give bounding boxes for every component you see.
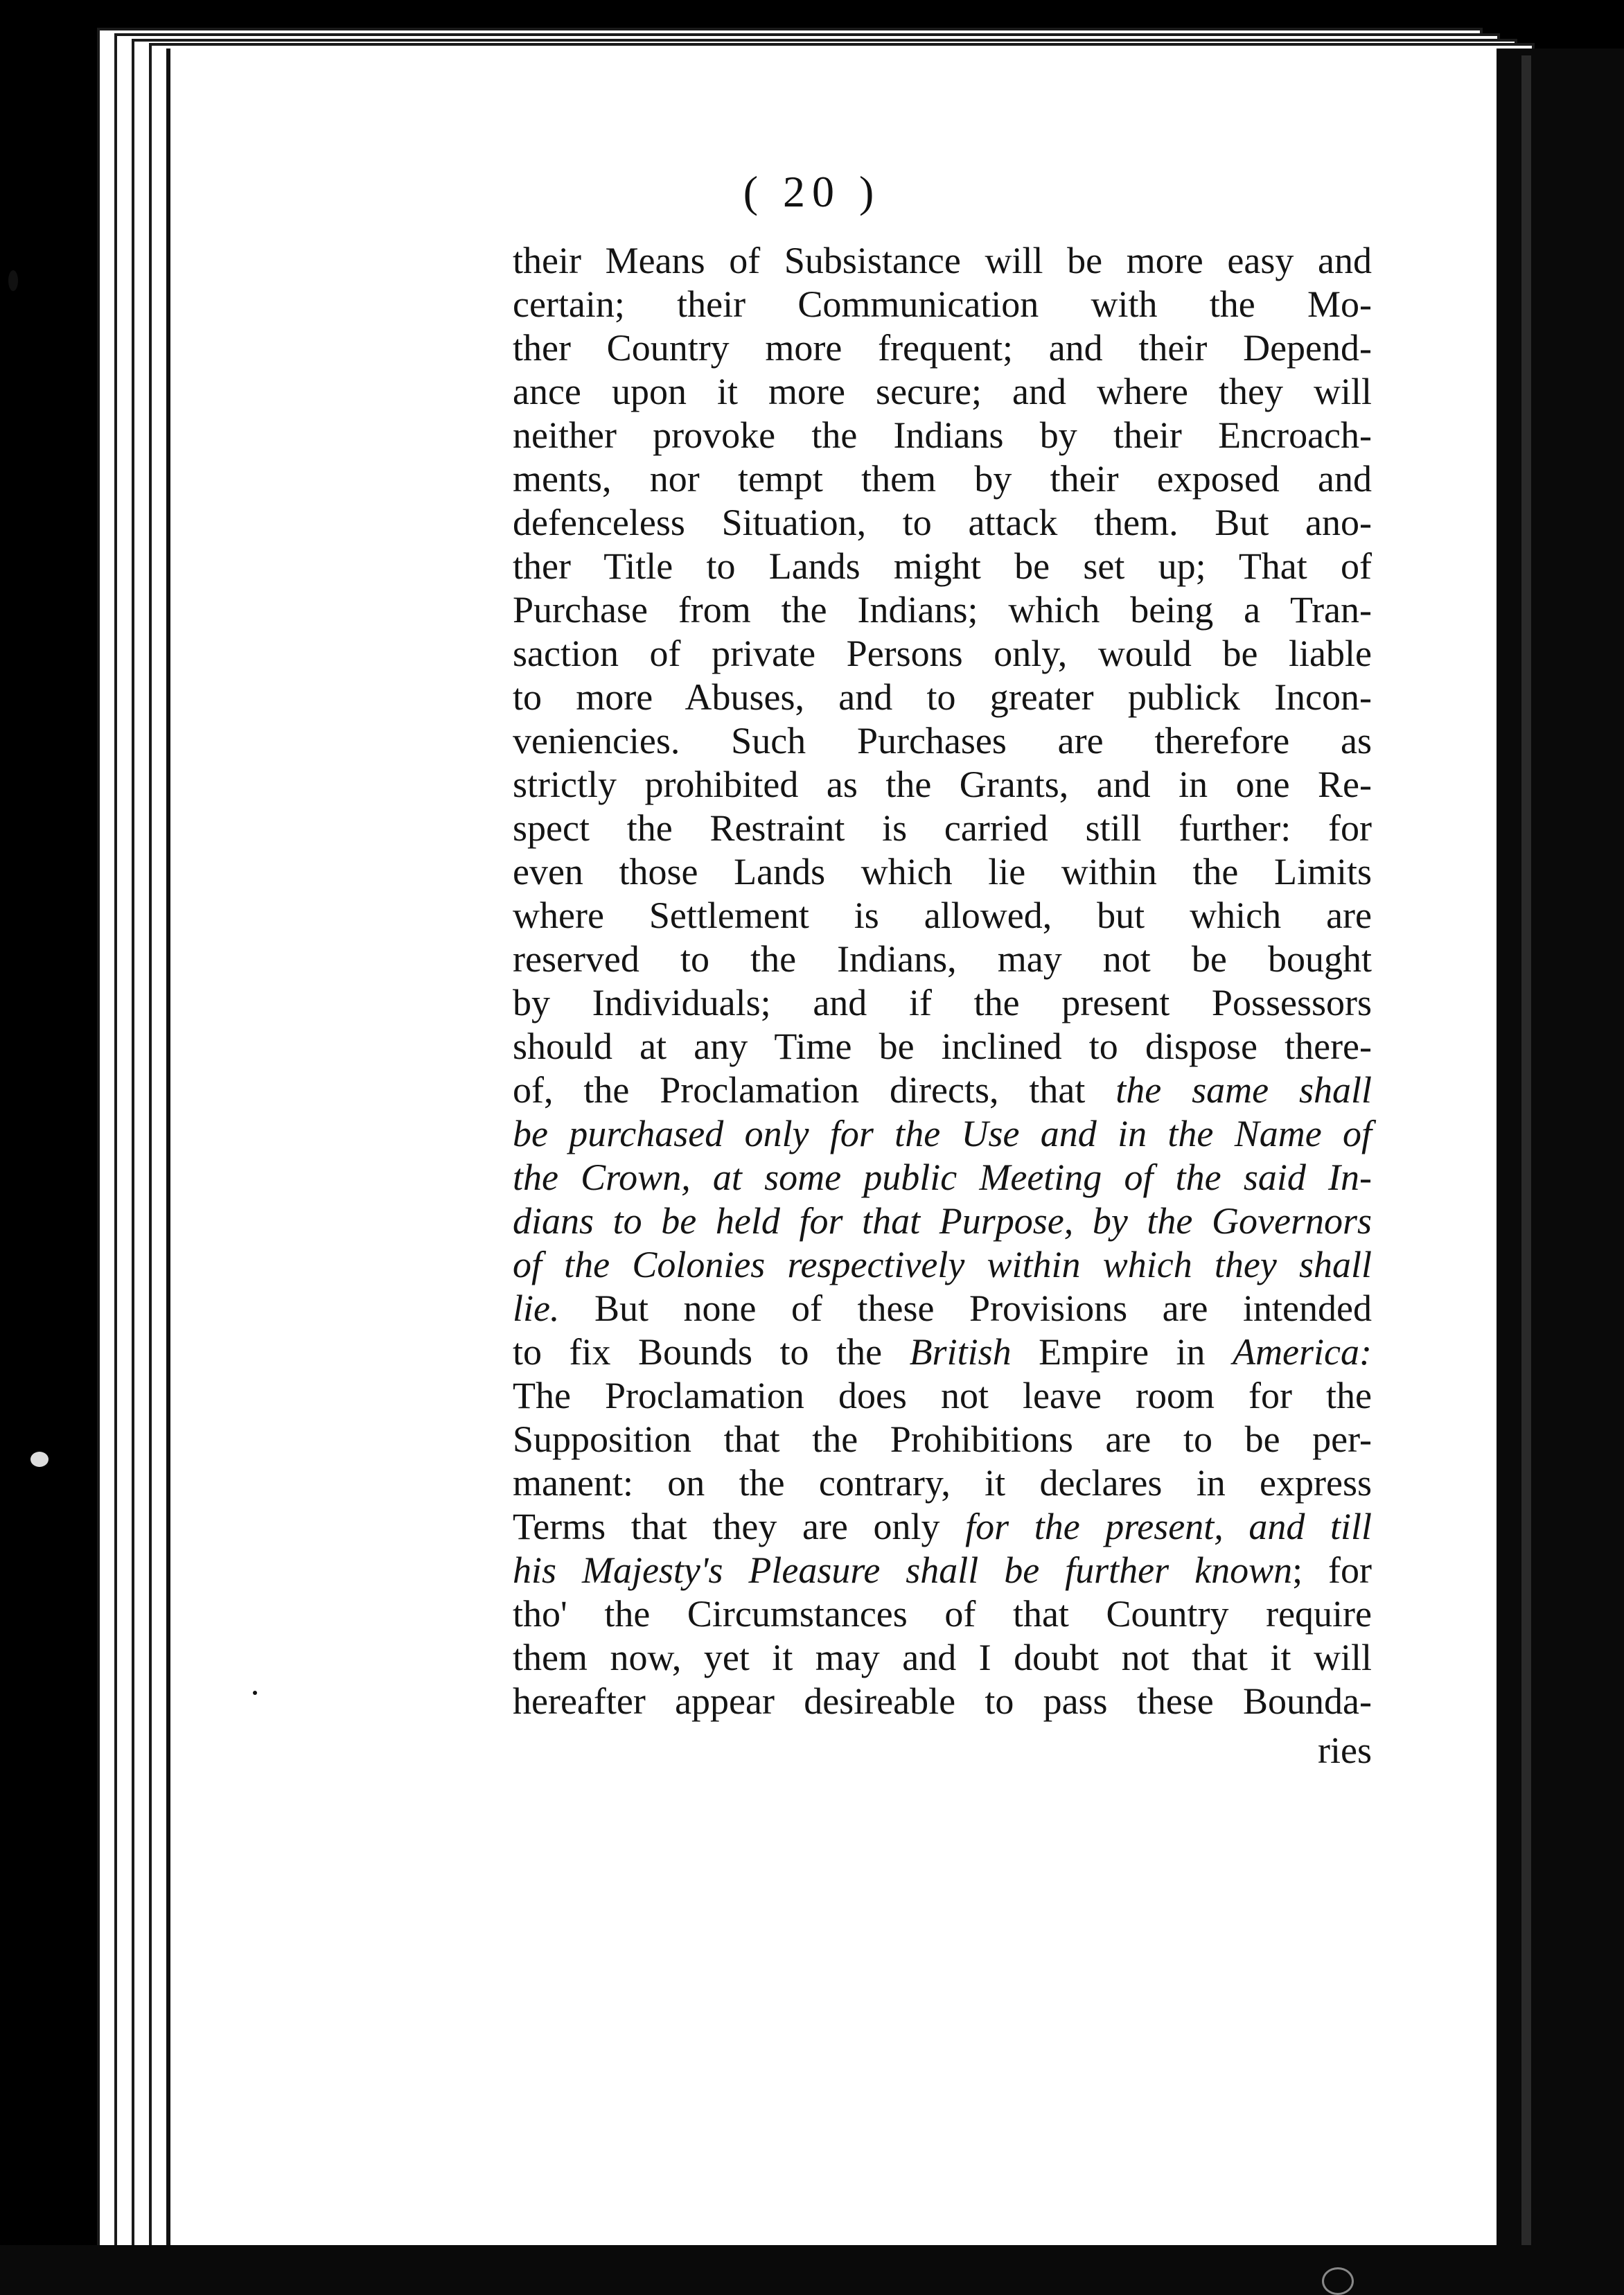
- text-line: by Individuals; and if the present Possessors: [513, 982, 1372, 1023]
- text-segment: to fix Bounds to the: [513, 1331, 910, 1373]
- italic-line: be purchased only for the Use and in the Name of: [513, 1113, 1372, 1154]
- right-shadow: [1497, 49, 1624, 2295]
- text-line: their Means of Subsistance will be more easy and: [513, 240, 1372, 281]
- text-line: ance upon it more secure; and where they will: [513, 371, 1372, 412]
- text-line: where Settlement is allowed, but which are: [513, 895, 1372, 936]
- text-line: to more Abuses, and to greater publick Incon-: [513, 676, 1372, 718]
- text-segment: But none of these Provisions are intended: [559, 1287, 1372, 1329]
- italic-segment: his Majesty's Pleasure shall be further known: [513, 1549, 1293, 1591]
- catchword: ries: [1318, 1730, 1372, 1771]
- scan-speck: [253, 1691, 257, 1695]
- text-line: strictly prohibited as the Grants, and in one Re-: [513, 764, 1372, 805]
- text-line: should at any Time be inclined to dispose there-: [513, 1026, 1372, 1067]
- scan-speck: [8, 270, 18, 291]
- text-segment: of, the Proclamation directs, that: [513, 1069, 1116, 1111]
- text-segment: Empire in: [1011, 1331, 1233, 1373]
- text-line: ther Country more frequent; and their Depend-: [513, 327, 1372, 369]
- text-line: Purchase from the Indians; which being a Tran-: [513, 589, 1372, 631]
- text-line: Supposition that the Prohibitions are to be per-: [513, 1418, 1372, 1460]
- text-line: ther Title to Lands might be set up; That of: [513, 545, 1372, 587]
- text-line: manent: on the contrary, it declares in express: [513, 1462, 1372, 1504]
- text-line: [513, 1505, 1372, 1549]
- text-line: tho' the Circumstances of that Country require: [513, 1593, 1372, 1635]
- bottom-shadow: [0, 2245, 1624, 2295]
- italic-segment: America:: [1233, 1331, 1372, 1373]
- page-number: ( 20 ): [743, 167, 881, 216]
- text-line: them now, yet it may and I doubt not that it will: [513, 1637, 1372, 1678]
- text-line: reserved to the Indians, may not be bought: [513, 938, 1372, 980]
- body-text: [513, 239, 1372, 1773]
- text-line: neither provoke the Indians by their Encroach-: [513, 414, 1372, 456]
- text-line: even those Lands which lie within the Limits: [513, 851, 1372, 892]
- italic-line: dians to be held for that Purpose, by the Governors: [513, 1200, 1372, 1242]
- scan-speck: [30, 1452, 48, 1467]
- facing-page-edge: [1521, 55, 1531, 2245]
- text-line: [513, 1069, 1372, 1112]
- italic-segment: the same shall: [1115, 1069, 1372, 1111]
- text-line: defenceless Situation, to attack them. But ano-: [513, 502, 1372, 543]
- scan-speck: [1322, 2267, 1354, 2295]
- text-line: [513, 1549, 1372, 1592]
- italic-segment: British: [909, 1331, 1012, 1373]
- italic-line: the Crown, at some public Meeting of the said In-: [513, 1157, 1372, 1198]
- text-line: spect the Restraint is carried still further: for: [513, 807, 1372, 849]
- italic-segment: lie.: [513, 1287, 560, 1329]
- text-line: veniencies. Such Purchases are therefore as: [513, 720, 1372, 762]
- text-line: ments, nor tempt them by their exposed and: [513, 458, 1372, 500]
- text-line: saction of private Persons only, would be liable: [513, 633, 1372, 674]
- text-line: [513, 1287, 1372, 1330]
- text-segment: Terms that they are only: [513, 1506, 966, 1547]
- text-line: The Proclamation does not leave room for the: [513, 1375, 1372, 1416]
- text-line: [513, 1330, 1372, 1374]
- text-line: certain; their Communication with the Mo-: [513, 283, 1372, 325]
- italic-segment: for the present, and till: [965, 1506, 1372, 1547]
- italic-line: of the Colonies respectively within which they shall: [513, 1244, 1372, 1285]
- text-segment: ; for: [1292, 1549, 1373, 1591]
- text-line: hereafter appear desireable to pass these Bounda-: [513, 1680, 1372, 1722]
